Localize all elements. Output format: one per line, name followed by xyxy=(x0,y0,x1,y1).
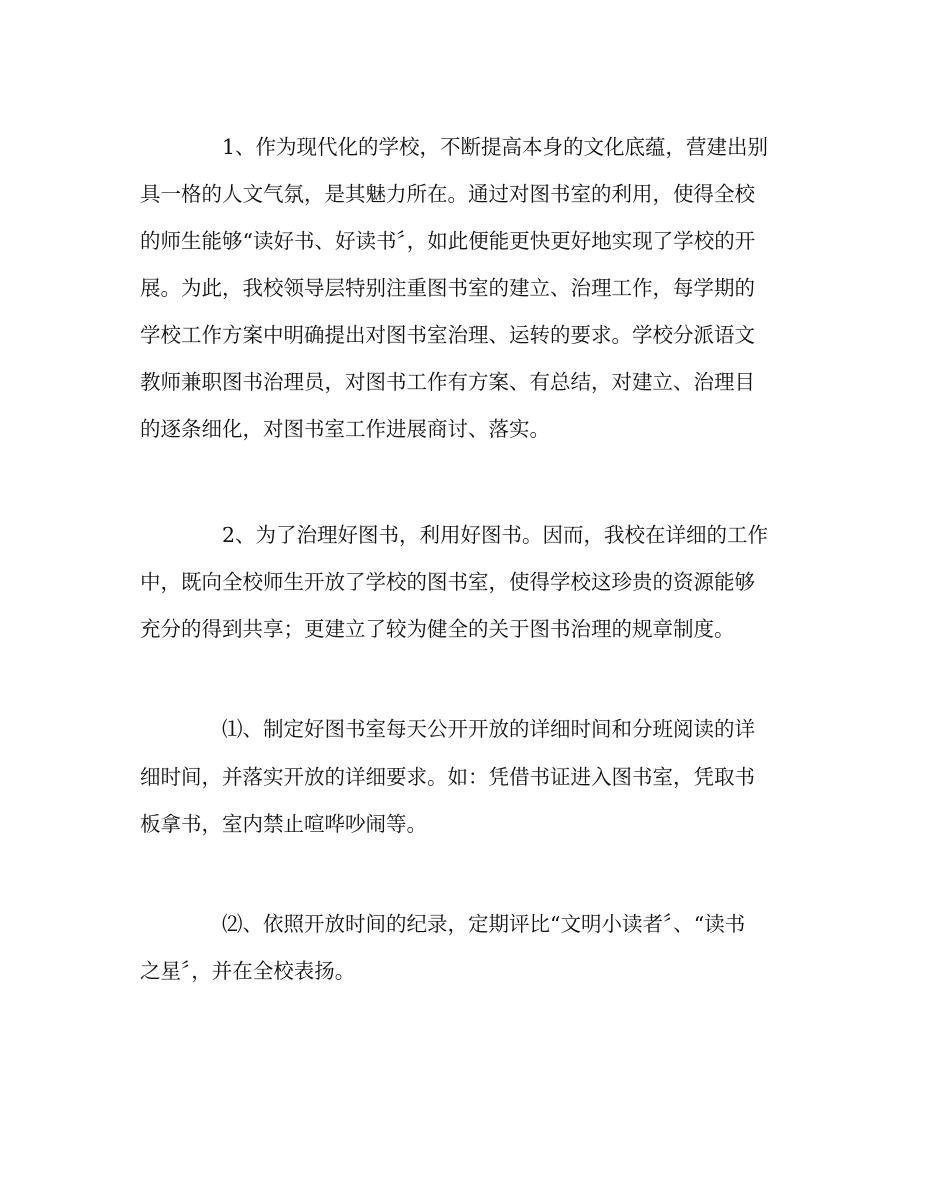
paragraph-4-line-2: 之星〞，并在全校表扬。 xyxy=(140,959,356,983)
paragraph-2-line-3: 充分的得到共享；更建立了较为健全的关于图书治理的规章制度。 xyxy=(140,617,735,641)
paragraph-1-line-6: 教师兼职图书治理员，对图书工作有方案、有总结，对建立、治理目 xyxy=(140,370,755,394)
paragraph-4-line-1: ⑵、依照开放时间的纪录，定期评比“文明小读者〞、“读书 xyxy=(222,912,746,936)
paragraph-3-line-1: ⑴、制定好图书室每天公开开放的详细时间和分班阅读的详 xyxy=(222,717,755,741)
paragraph-1-line-1: 1、作为现代化的学校，不断提高本身的文化底蕴，营建出别 xyxy=(222,135,769,159)
paragraph-2-line-1: 2、为了治理好图书，利用好图书。因而，我校在详细的工作 xyxy=(222,523,769,547)
paragraph-1-line-5: 学校工作方案中明确提出对图书室治理、运转的要求。学校分派语文 xyxy=(140,323,755,347)
paragraph-1-line-3: 的师生能够“读好书、好读书〞，如此便能更快更好地实现了学校的开 xyxy=(140,229,756,253)
paragraph-1-line-4: 展。为此，我校领导层特别注重图书室的建立、治理工作，每学期的 xyxy=(140,276,755,300)
paragraph-3-line-2: 细时间，并落实开放的详细要求。如：凭借书证进入图书室，凭取书 xyxy=(140,765,755,789)
paragraph-1-line-2: 具一格的人文气氛，是其魅力所在。通过对图书室的利用，使得全校 xyxy=(140,182,755,206)
paragraph-1-line-7: 的逐条细化，对图书室工作进展商讨、落实。 xyxy=(140,417,550,441)
paragraph-3-line-3: 板拿书，室内禁止喧哗吵闹等。 xyxy=(140,812,427,836)
paragraph-2-line-2: 中，既向全校师生开放了学校的图书室，使得学校这珍贵的资源能够 xyxy=(140,570,755,594)
